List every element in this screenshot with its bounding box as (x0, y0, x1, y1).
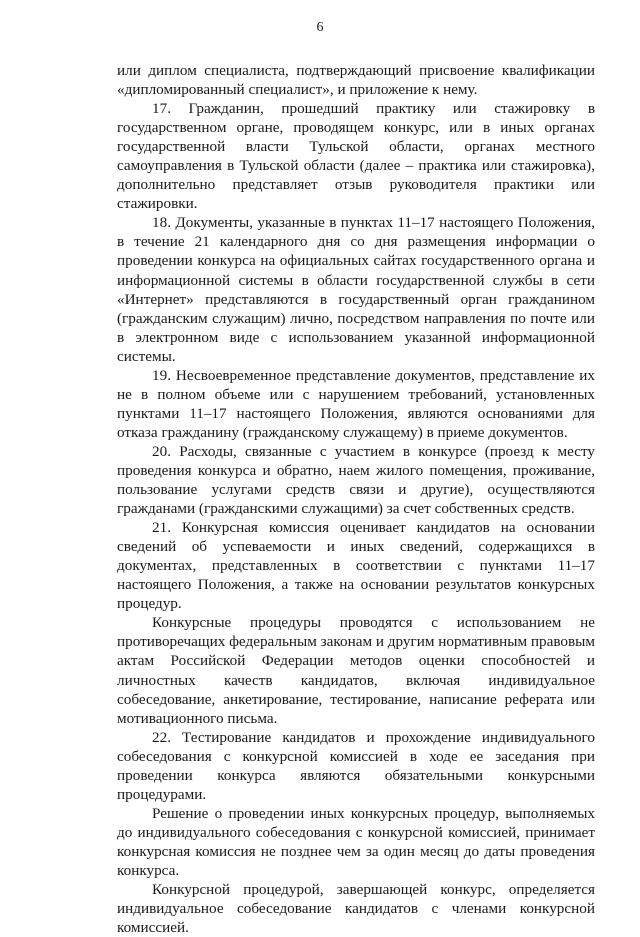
document-body (117, 61, 595, 937)
paragraph-18: 18. Документы, указанные в пунктах 11–17 настоящего Положения, в течение 21 календарного дня со дня размещения информации о проведении конкурса на официальных сайтах государственного органа и информационной системы в области государственной службы в сети «Интернет» представляются в государственный орган гражданином (гражданским служащим) лично, посредством направления по почте или в электронном виде с использованием указанной информационной системы. (117, 214, 595, 365)
paragraph-19: 19. Несвоевременное представление документов, представление их не в полном объеме или с нарушением требований, установленных пунктами 11–17 настоящего Положения, являются основаниями для отказа гражданину (гражданскому служащему) в приеме документов. (117, 366, 595, 441)
paragraph-21-procedures: Конкурсные процедуры проводятся с использованием не противоречащих федеральным законам и другим нормативным правовым актам Российской Федерации методов оценки способностей и личностных качеств кандидатов, включая индивидуальное собеседование, анкетирование, тестирование, написание реферата или мотивационного письма. (117, 614, 595, 727)
paragraph-22-decision: Решение о проведении иных конкурсных процедур, выполняемых до индивидуального собеседования с конкурсной комиссией, принимает конкурсная комиссия не позднее чем за один месяц до даты проведения конкурса. (117, 804, 595, 879)
page-number: 6 (316, 20, 324, 35)
paragraph-22: 22. Тестирование кандидатов и прохождение индивидуального собеседования с конкурсной комиссией в ходе ее заседания при проведении конкурса являются обязательными конкурсными процедурами. (117, 728, 595, 803)
paragraph-17: 17. Гражданин, прошедший практику или стажировку в государственном органе, проводящем конкурс, или в иных органах государственной власти Тульской области, органах местного самоуправления в Тульской области (далее – практика или стажировка), дополнительно представляет отзыв руководителя практики или стажировки. (117, 100, 595, 213)
paragraph-22-final: Конкурсной процедурой, завершающей конкурс, определяется индивидуальное собеседование кандидатов с членами конкурсной комиссией. (117, 881, 595, 937)
paragraph-continued: или диплом специалиста, подтверждающий присвоение квалификации «дипломированный специалист», и приложение к нему. (117, 62, 595, 99)
paragraph-21: 21. Конкурсная комиссия оценивает кандидатов на основании сведений об успеваемости и иных сведений, содержащихся в документах, представленных в соответствии с пунктами 11–17 настоящего Положения, а также на основании результатов конкурсных процедур. (117, 519, 595, 613)
paragraph-20: 20. Расходы, связанные с участием в конкурсе (проезд к месту проведения конкурса и обратно, наем жилого помещения, проживание, пользование услугами средств связи и другие), осуществляются гражданами (гражданскими служащими) за счет собственных средств. (117, 442, 595, 518)
